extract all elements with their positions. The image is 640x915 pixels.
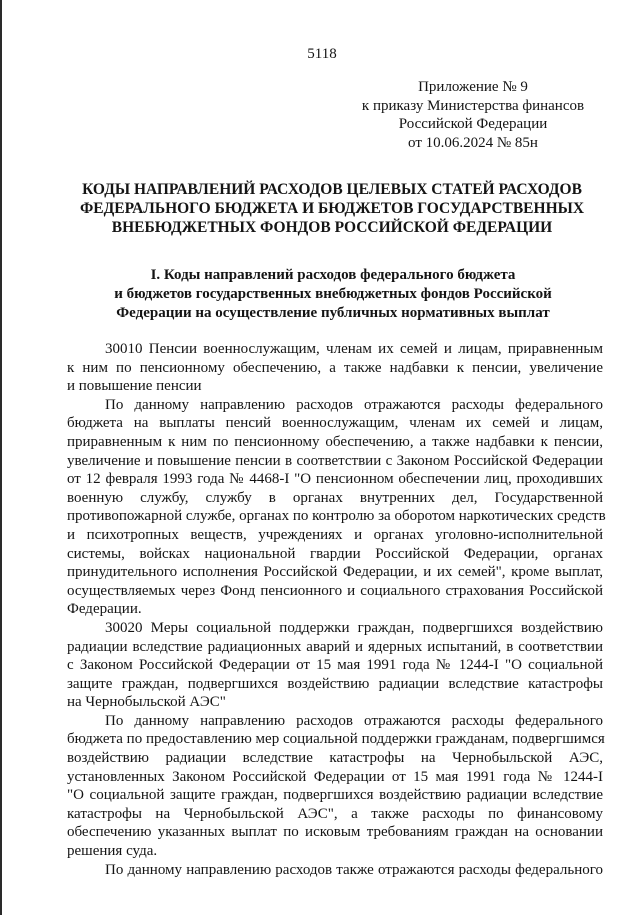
appendix-line: от 10.06.2024 № 85н [408,134,538,151]
paragraph-line: принудительного исполнения Российской Федерации, и их семей", кроме выплат, [67,564,603,581]
document-body [67,340,606,879]
appendix-line: к приказу Министерства финансов [361,97,585,114]
page-number: 5118 [307,46,337,62]
section-title [66,266,600,323]
paragraph-line: противопожарной службе, органах по контролю за оборотом наркотических средств [67,508,606,525]
paragraph-line: приравненным к ним по пенсионному обеспечению, а также надбавки к пенсии, [67,433,603,450]
document-title-line: ВНЕБЮДЖЕТНЫХ ФОНДОВ РОССИЙСКОЙ ФЕДЕРАЦИИ [111,219,553,236]
appendix-line: Российской Федерации [398,116,548,132]
paragraph-line: системы, войсках национальной гвардии Российской Федерации, органах [67,545,603,562]
paragraph-line: от 12 февраля 1993 года № 4468-I "О пенсионном обеспечении лиц, проходивших [67,471,603,488]
paragraph-line: установленных Законом Российской Федерации от 15 мая 1991 года № 1244-I [67,768,603,785]
paragraph-line: радиации вследствие радиационных аварий и ядерных испытаний, в соответствии [67,638,603,655]
paragraph-line: увеличение и повышение пенсии в соответствии с Законом Российской Федерации [67,452,603,469]
paragraph-line: на Чернобыльской АЭС" [67,694,226,711]
paragraph [67,712,603,861]
paragraph-line: 30020 Меры социальной поддержки граждан, подвергшихся воздействию [105,619,603,636]
paragraph-line: военную службу, службу в органах внутренних дел, Государственной [67,489,603,506]
document-title-line: ФЕДЕРАЛЬНОГО БЮДЖЕТА И БЮДЖЕТОВ ГОСУДАРСТВЕННЫХ [79,200,585,217]
paragraph-line: к ним по пенсионному обеспечению, а также надбавки к пенсии, увеличение [67,359,603,376]
paragraph-line: бюджета по предоставлению мер социальной поддержки гражданам, подвергшимся [67,731,605,748]
appendix-line: Приложение № 9 [418,79,528,95]
paragraph-line: защите граждан, подвергшихся воздействию радиации вследствие катастрофы [67,675,603,692]
section-title-line: и бюджетов государственных внебюджетных фондов Российской [114,286,552,302]
paragraph-line: По данному направлению расходов отражаются расходы федерального [105,396,603,413]
section-title-line: Федерации на осуществление публичных нормативных выплат [116,305,550,321]
paragraph-line: катастрофы на Чернобыльской АЭС", а также расходы по финансовому [67,805,603,822]
paragraph [67,396,606,619]
paragraph-line: осуществляемых через Фонд пенсионного и социального страхования Российской [67,582,603,599]
paragraph-line: бюджета на выплаты пенсий военнослужащим, членам их семей и лицам, [67,415,603,432]
paragraph [67,619,603,712]
paragraph [67,340,603,396]
paragraph-line: "О социальной защите граждан, подвергшихся воздействию радиации вследствие [67,787,603,804]
paragraph [67,861,603,880]
section-title-line: I. Коды направлений расходов федерального бюджета [150,267,516,283]
paragraph-line: 30010 Пенсии военнослужащим, членам их семей и лицам, приравненным [105,341,603,357]
paragraph-line: и повышение пенсии [67,378,202,395]
paragraph-line: с Законом Российской Федерации от 15 мая 1991 года № 1244-I "О социальной [67,657,603,674]
paragraph-line: и психотропных веществ, учреждениях и органах уголовно-исполнительной [67,526,603,543]
paragraph-line: воздействию радиации вследствие катастрофы на Чернобыльской АЭС, [67,750,603,767]
paragraph-line: По данному направлению расходов также отражаются расходы федерального [105,861,603,878]
document-title-line: КОДЫ НАПРАВЛЕНИЙ РАСХОДОВ ЦЕЛЕВЫХ СТАТЕЙ РАСХОДОВ [82,181,582,198]
paragraph-line: Федерации. [67,601,142,618]
document-title [62,180,602,237]
appendix-reference [342,78,604,152]
paragraph-line: обеспечению указанных выплат по исковым требованиям граждан на основании [67,824,603,841]
paragraph-line: По данному направлению расходов отражаются расходы федерального [105,712,603,729]
paragraph-line: решения суда. [67,843,158,860]
